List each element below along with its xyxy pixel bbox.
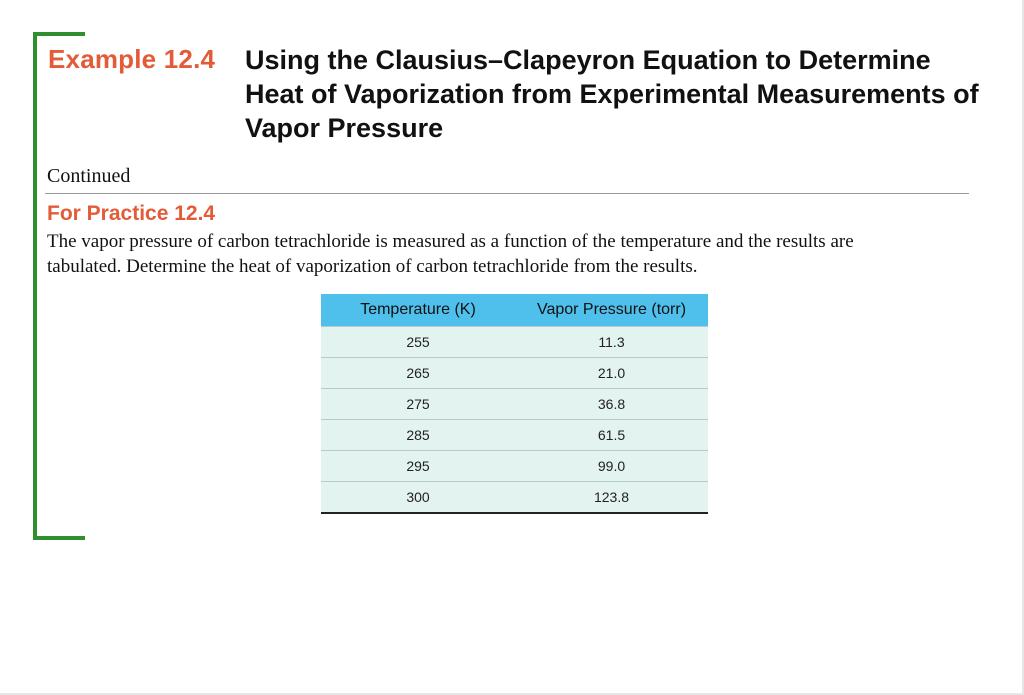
cell-temperature: 300 bbox=[321, 482, 515, 514]
vapor-pressure-table bbox=[321, 294, 708, 514]
cell-temperature: 295 bbox=[321, 451, 515, 482]
cell-vapor-pressure: 99.0 bbox=[515, 451, 708, 482]
table-row bbox=[321, 389, 708, 420]
table-row bbox=[321, 420, 708, 451]
example-title: Using the Clausius–Clapeyron Equation to Determine Heat of Vaporization from Experimental Measurements of Vapor Pressure bbox=[245, 45, 979, 143]
table-header-row bbox=[321, 294, 708, 327]
header-vapor-pressure: Vapor Pressure (torr) bbox=[515, 294, 708, 327]
cell-vapor-pressure: 61.5 bbox=[515, 420, 708, 451]
table-row bbox=[321, 451, 708, 482]
cell-vapor-pressure: 123.8 bbox=[515, 482, 708, 514]
cell-temperature: 275 bbox=[321, 389, 515, 420]
table-row bbox=[321, 482, 708, 514]
table-row bbox=[321, 327, 708, 358]
example-bracket-side bbox=[33, 32, 37, 540]
cell-vapor-pressure: 36.8 bbox=[515, 389, 708, 420]
table-row bbox=[321, 358, 708, 389]
example-bracket-bottom bbox=[33, 536, 85, 540]
continued-label: Continued bbox=[47, 165, 131, 187]
header-temperature: Temperature (K) bbox=[321, 294, 515, 327]
cell-temperature: 255 bbox=[321, 327, 515, 358]
cell-temperature: 265 bbox=[321, 358, 515, 389]
example-label: Example 12.4 bbox=[48, 44, 216, 74]
practice-text: The vapor pressure of carbon tetrachloride is measured as a function of the temperature and the results are tabulated. Determine the heat of vaporization of carbon tetrachloride from the results. bbox=[47, 231, 854, 277]
practice-label: For Practice 12.4 bbox=[47, 202, 216, 225]
example-bracket-top bbox=[33, 32, 85, 36]
cell-temperature: 285 bbox=[321, 420, 515, 451]
cell-vapor-pressure: 21.0 bbox=[515, 358, 708, 389]
section-divider bbox=[45, 193, 969, 194]
cell-vapor-pressure: 11.3 bbox=[515, 327, 708, 358]
